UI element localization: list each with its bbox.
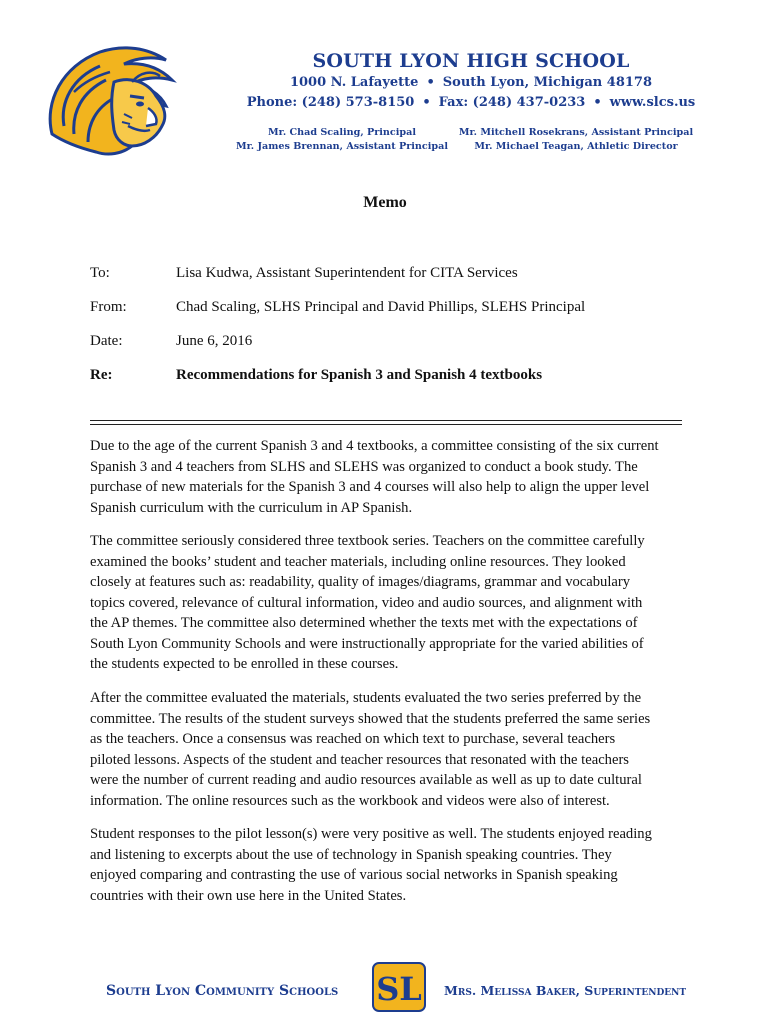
re-value: Recommendations for Spanish 3 and Spanish 4 textbooks [176,367,543,383]
paragraph-line: piloted lessons. Aspects of the student and teacher resources that resonated with the teachers [90,751,629,768]
staff-principal: Mr. Chad Scaling, Principal [268,127,416,138]
paragraph-line: were the number of current reading and audio resources available as well as up to date cultural [90,772,642,788]
date-label: Date: [90,333,123,349]
staff-assistant-principal: Mr. Mitchell Rosekrans, Assistant Principal [458,127,694,138]
separator-bullet: • [422,95,431,110]
body-paragraph [90,824,692,906]
staff-assistant-principal: Mr. James Brennan, Assistant Principal [236,141,448,152]
paragraph-line: Spanish curriculum with the curriculum in AP Spanish. [90,499,413,516]
from-value: Chad Scaling, SLHS Principal and David Phillips, SLEHS Principal [176,299,586,315]
city-state-zip: South Lyon, Michigan 48178 [442,75,653,90]
paragraph-line: countries with their own use here in the United States. [90,887,407,904]
body-paragraph [90,531,692,675]
paragraph-line: closely at features such as: readability, quality of images/diagrams, grammar and vocabulary [90,574,631,590]
sl-monogram-logo [372,962,426,1012]
body-paragraph [90,436,692,518]
paragraph-line: Due to the age of the current Spanish 3 and 4 textbooks, a committee consisting of the six current [90,438,659,454]
paragraph-line: committee. The results of the student surveys showed that the students preferred the same series [90,710,651,727]
fax-number: Fax: (248) 437-0233 [438,95,586,110]
paragraph-line: as the teachers. Once a consensus was reached on which text to purchase, several teachers [90,731,616,747]
school-address [232,75,710,90]
staff-athletic-director: Mr. Michael Teagan, Athletic Director [474,141,678,152]
staff-list-right [456,126,696,154]
paragraph-line: After the committee evaluated the materials, students evaluated the two series preferred by the [90,690,642,706]
paragraph-line: examined the books’ student and teacher materials, including online resources. They looked [90,553,626,570]
paragraph-line: the AP themes. The committee also determined whether the texts met with the expectations of [90,615,638,631]
divider-top [90,420,682,421]
district-name: South Lyon Community Schools [106,983,339,999]
phone-number: Phone: (248) 573-8150 [246,95,415,110]
lion-mascot-logo [44,42,180,160]
to-label: To: [90,265,110,281]
paragraph-line: enjoyed comparing and contrasting the use of various social networks in Spanish speaking [90,867,618,883]
re-label: Re: [90,367,113,383]
separator-bullet: • [593,95,602,110]
divider-bottom [90,424,682,425]
school-contacts [232,95,710,110]
date-value: June 6, 2016 [176,333,253,349]
paragraph-line: purchase of new materials for the Spanish 3 and 4 courses will also help to align the upper level [90,479,650,495]
paragraph-line: South Lyon Community Schools and were instructionally appropriate for the varied abilities of [90,635,644,652]
paragraph-line: Spanish 3 and 4 teachers from SLHS and SLEHS was organized to conduct a book study. The [90,458,638,475]
body-paragraph [90,688,692,811]
paragraph-line: and listening to excerpts about the use of technology in Spanish speaking countries. They [90,846,612,863]
sl-monogram-text: SL [376,970,422,1008]
paragraph-line: The committee seriously considered three textbook series. Teachers on the committee carefully [90,533,645,549]
street-address: 1000 N. Lafayette [289,75,419,90]
paragraph-line: Student responses to the pilot lesson(s) were very positive as well. The students enjoyed reading [90,826,652,842]
to-value: Lisa Kudwa, Assistant Superintendent for CITA Services [176,265,518,281]
school-name: SOUTH LYON HIGH SCHOOL [312,50,630,72]
separator-bullet: • [426,75,435,90]
memo-title: Memo [363,194,407,211]
paragraph-line: topics covered, relevance of cultural information, video and audio sources, and alignment with [90,594,643,611]
from-label: From: [90,299,127,315]
staff-list-left [222,126,462,154]
paragraph-line: information. The online resources such as the workbook and videos were also of interest. [90,792,610,809]
superintendent-name: Mrs. Melissa Baker, Superintendent [444,983,687,998]
website-link: www.slcs.us [609,95,696,110]
paragraph-line: the students expected to be enrolled in these courses. [90,656,399,672]
